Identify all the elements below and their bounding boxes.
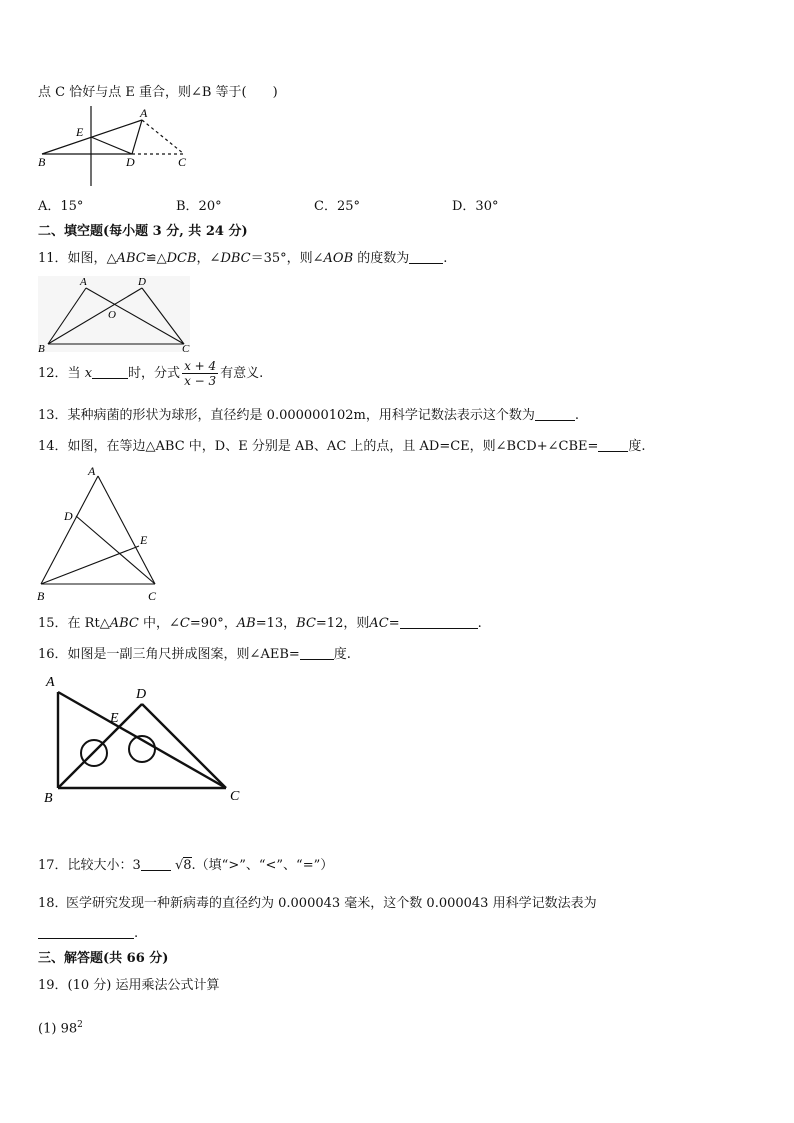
q10-figure bbox=[36, 104, 196, 194]
q18-end: . bbox=[134, 926, 139, 941]
q11-label-b: B bbox=[38, 343, 45, 354]
q11-text-c: ＝35°，则 bbox=[250, 251, 313, 266]
q15-triangle: ABC bbox=[109, 616, 139, 631]
q17-text-b: .（填“>”、“<”、“=”） bbox=[191, 858, 334, 873]
q15-angle-c: C bbox=[179, 616, 190, 631]
q14-number: 14． bbox=[38, 439, 68, 454]
q10-label-d: D bbox=[126, 155, 135, 169]
q19-sub1-label: (1) bbox=[38, 1021, 57, 1037]
q10-option-c: C．25° bbox=[314, 199, 360, 214]
q11-text-b: ， bbox=[196, 251, 210, 266]
q15-side-ab: AB bbox=[236, 616, 256, 631]
q14-diagram bbox=[34, 464, 166, 604]
q16-answer-blank bbox=[300, 645, 334, 660]
section2-title: 二、填空题(每小题 3 分, 共 24 分) bbox=[38, 224, 248, 239]
q14-label-a: A bbox=[88, 464, 96, 478]
q16-text bbox=[38, 645, 351, 664]
q17-sqrt bbox=[175, 857, 192, 875]
q11-end: . bbox=[443, 251, 448, 266]
q19-sub1-exponent: 2 bbox=[77, 1020, 83, 1030]
q10-label-a: A bbox=[140, 106, 148, 120]
q13-answer-blank bbox=[535, 406, 575, 421]
q16-label-c: C bbox=[230, 789, 240, 804]
q18-text: 18． bbox=[38, 896, 68, 911]
q11-label-a: A bbox=[80, 276, 87, 288]
q17-sqrt-value: 8 bbox=[183, 858, 192, 873]
q11-label-c: C bbox=[182, 343, 190, 354]
q13-number: 13． bbox=[38, 408, 68, 423]
q14-label-e: E bbox=[140, 533, 148, 547]
section3-title: 三、解答题(共 66 分) bbox=[38, 951, 169, 966]
q19-sub1-base: 98 bbox=[60, 1021, 78, 1037]
q11-label-o: O bbox=[108, 309, 116, 321]
q12-number: 12． bbox=[38, 366, 68, 381]
q15-side-ac: AC bbox=[369, 616, 389, 631]
q18-answer-blank bbox=[38, 924, 134, 939]
q11-text-a: 如图， bbox=[67, 251, 107, 266]
q15-text-f: = bbox=[388, 616, 400, 631]
q10-label-e: E bbox=[76, 125, 84, 139]
q12-text bbox=[38, 359, 263, 388]
q12-fraction-numerator: x + 4 bbox=[184, 359, 217, 373]
q10-option-b: B．20° bbox=[176, 199, 222, 214]
q11-answer-blank bbox=[409, 249, 443, 264]
q14-body: 如图，在等边△ABC 中，D、E 分别是 AB、AC 上的点，且 AD=CE，则∠BCD+∠CBE= bbox=[67, 439, 599, 454]
q11-text-d: 的度数为 bbox=[353, 251, 410, 266]
q10-option-a: A．15° bbox=[38, 199, 84, 214]
q12-text-c: 有意义. bbox=[220, 366, 264, 381]
q11-number: 11． bbox=[38, 251, 68, 266]
q15-side-bc: BC bbox=[296, 616, 316, 631]
q15-text-c: =90°， bbox=[189, 616, 237, 631]
q12-text-b: 时，分式 bbox=[128, 366, 181, 381]
q11-figure bbox=[36, 274, 192, 358]
q18-body: 医学研究发现一种新病毒的直径约为 0.000043 毫米，这个数 0.000043 用科学记数法表为 bbox=[66, 896, 597, 911]
q10-option-d: D．30° bbox=[452, 199, 499, 214]
q15-text-d: =13， bbox=[255, 616, 297, 631]
q11-diagram bbox=[36, 274, 192, 354]
q11-label-d: D bbox=[138, 276, 146, 288]
q12-text-a: 当 bbox=[67, 366, 81, 381]
sqrt-icon: √ bbox=[174, 858, 184, 873]
q16-body: 如图是一副三角尺拼成图案，则∠AEB= bbox=[67, 647, 300, 662]
q17-text-a: 比较大小：3 bbox=[67, 858, 141, 873]
q11-angle-aob: ∠AOB bbox=[312, 251, 354, 266]
q16-label-d: D bbox=[136, 687, 147, 702]
q14-end: 度. bbox=[628, 439, 646, 454]
q13-body: 某种病菌的形状为球形，直径约是 0.000000102m，用科学记数法表示这个数为 bbox=[67, 408, 535, 423]
q18-answer-line bbox=[38, 924, 138, 943]
q10-label-b: B bbox=[38, 155, 46, 169]
q12-fraction-denominator: x − 3 bbox=[184, 374, 217, 388]
q17-answer-blank bbox=[141, 856, 171, 871]
q10-diagram bbox=[36, 104, 196, 190]
q16-number: 16． bbox=[38, 647, 68, 662]
q10-label-c: C bbox=[178, 155, 187, 169]
q15-text-a: 在 Rt△ bbox=[67, 616, 110, 631]
q13-end: . bbox=[574, 408, 579, 423]
q16-diagram bbox=[40, 672, 250, 808]
q19-body: (10 分) 运用乘法公式计算 bbox=[67, 978, 220, 993]
q11-congruent-symbol: ≌ bbox=[145, 251, 157, 266]
q15-answer-blank bbox=[400, 614, 478, 629]
q19-text bbox=[38, 977, 220, 995]
q16-label-a: A bbox=[46, 675, 55, 690]
q11-triangle-2: △DCB bbox=[156, 251, 197, 266]
q11-triangle-1: △ABC bbox=[106, 251, 146, 266]
q17-number: 17． bbox=[38, 858, 68, 873]
q14-answer-blank bbox=[598, 437, 628, 452]
q16-label-e: E bbox=[110, 711, 119, 726]
q15-text-b: 中，∠ bbox=[138, 616, 180, 631]
q12-variable-x: x bbox=[84, 366, 93, 381]
q12-fraction bbox=[182, 359, 218, 388]
q14-label-d: D bbox=[64, 509, 73, 523]
q15-number: 15． bbox=[38, 616, 68, 631]
q11-angle-dbc: ∠DBC bbox=[209, 251, 251, 266]
q12-answer-blank bbox=[92, 364, 128, 379]
q14-text bbox=[38, 437, 646, 456]
q14-label-c: C bbox=[148, 589, 157, 603]
q15-text-e: =12，则 bbox=[315, 616, 370, 631]
q11-text bbox=[38, 249, 447, 268]
q15-end: . bbox=[477, 616, 482, 631]
q16-end: 度. bbox=[333, 647, 351, 662]
q19-sub1 bbox=[38, 1016, 83, 1038]
q16-label-b: B bbox=[44, 791, 53, 806]
q14-figure bbox=[34, 464, 166, 608]
q19-number: 19． bbox=[38, 978, 68, 993]
q17-text bbox=[38, 856, 333, 875]
q15-text bbox=[38, 614, 482, 633]
q13-text bbox=[38, 406, 579, 425]
q16-figure bbox=[40, 672, 250, 812]
q14-label-b: B bbox=[37, 589, 45, 603]
q10-tail-text: 点 C 恰好与点 E 重合，则∠B 等于( ) bbox=[38, 85, 278, 100]
